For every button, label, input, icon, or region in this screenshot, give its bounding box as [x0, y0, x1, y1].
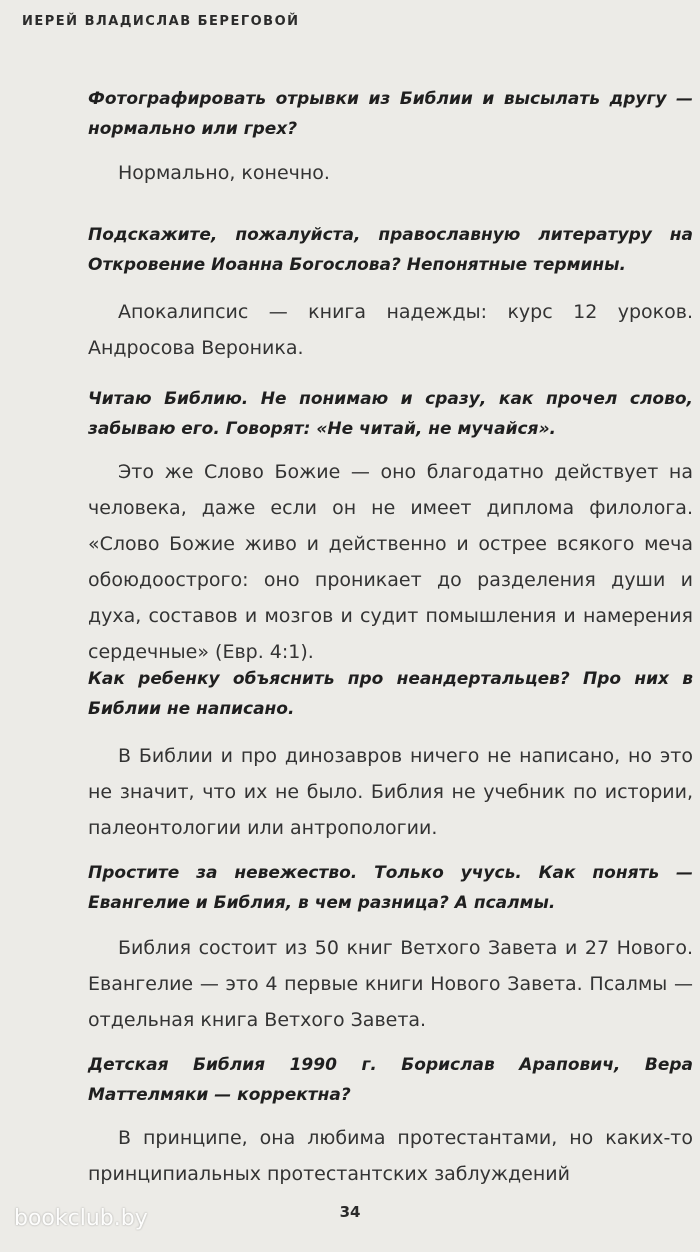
page-number: 34	[339, 1203, 361, 1221]
answer-1	[88, 155, 693, 191]
answer-4-text: В Библии и про динозавров ничего не написано, но это не значит, что их не было. Библия не учебник по истории, палеонтологии или антропологии.	[88, 745, 693, 839]
answer-6-text: В принципе, она любима протестантами, но каких-то принципиальных протестантских заблуждений	[88, 1127, 693, 1185]
answer-6	[88, 1120, 693, 1192]
question-2: Подскажите, пожалуйста, православную литературу на Откровение Иоанна Богослова? Непонятные термины.	[88, 225, 693, 275]
answer-5-text: Библия состоит из 50 книг Ветхого Завета и 27 Нового. Евангелие — это 4 первые книги Нового Завета. Псалмы — отдельная книга Ветхого Завета.	[88, 937, 693, 1031]
answer-2-text: Апокалипсис — книга надежды: курс 12 уроков. Андросова Вероника.	[88, 301, 693, 359]
running-head: ИЕРЕЙ ВЛАДИСЛАВ БЕРЕГОВОЙ	[22, 14, 300, 29]
answer-1-text: Нормально, конечно.	[118, 162, 330, 184]
question-1: Фотографировать отрывки из Библии и высылать другу — нормально или грех?	[88, 89, 693, 139]
answer-3-text: Это же Слово Божие — оно благодатно действует на человека, даже если он не имеет диплома филолога. «Слово Божие живо и действенно и острее всякого меча обоюдоострого: оно проникает до разделения души и духа, составов и мозгов и судит помышления и намерения сердечные» (Евр. 4:1).	[88, 461, 693, 663]
question-3: Читаю Библию. Не понимаю и сразу, как прочел слово, забываю его. Говорят: «Не читай, не мучайся».	[88, 389, 693, 439]
question-5: Простите за невежество. Только учусь. Как понять — Евангелие и Библия, в чем разница? А псалмы.	[88, 863, 693, 913]
answer-5	[88, 930, 693, 1038]
answer-2	[88, 294, 693, 366]
answer-4	[88, 738, 693, 846]
question-4: Как ребенку объяснить про неандертальцев? Про них в Библии не написано.	[88, 669, 693, 719]
question-6: Детская Библия 1990 г. Борислав Арапович, Вера Маттелмяки — корректна?	[88, 1055, 693, 1105]
watermark-logo: bookclub.by	[14, 1206, 148, 1231]
answer-3	[88, 454, 693, 670]
